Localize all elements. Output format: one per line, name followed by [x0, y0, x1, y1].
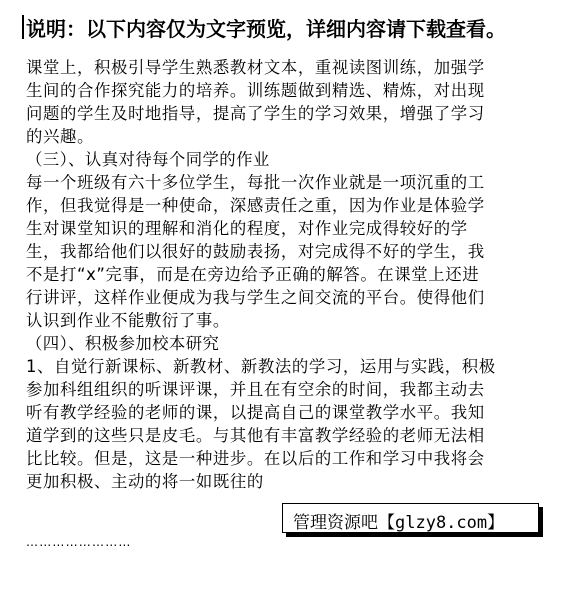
paragraph-line: 不是打“x”完事，而是在旁边给予正确的解答。在课堂上还进 — [26, 265, 480, 284]
paragraph-line: 行讲评，这样作业便成为我与学生之间交流的平台。使得他们 — [26, 288, 485, 307]
section-heading-4: （四）、积极参加校本研究 — [26, 334, 220, 353]
paragraph-line: 参加科组组织的听课评课，并且在有空余的时间，我都主动去 — [26, 380, 485, 399]
paragraph-line: 生间的合作探究能力的培养。训练题做到精选、精炼，对出现 — [26, 81, 485, 100]
paragraph-line: 听有教学经验的老师的课，以提高自己的课堂教学水平。我知 — [26, 403, 485, 422]
paragraph-line: 每一个班级有六十多位学生，每批一次作业就是一项沉重的工 — [26, 173, 485, 192]
watermark-text: 管理资源吧【glzy8.com】 — [293, 513, 505, 533]
paragraph-line: 比比较。但是，这是一种进步。在以后的工作和学习中我将会 — [26, 449, 485, 468]
paragraph-line: 更加积极、主动的将一如既往的 — [26, 472, 264, 491]
paragraph-line: 作，但我觉得是一种使命，深感责任之重，因为作业是体验学 — [26, 196, 485, 215]
paragraph-line: 道学到的这些只是皮毛。与其他有丰富教学经验的老师无法相 — [26, 426, 485, 445]
paragraph-line: 认识到作业不能敷衍了事。 — [26, 311, 230, 330]
truncation-ellipsis: …………………… — [26, 535, 132, 549]
preview-notice-bar — [0, 0, 578, 44]
document-body — [26, 56, 556, 493]
paragraph-line: 的兴趣。 — [26, 127, 94, 146]
paragraph-line: 1、自觉行新课标、新教材、新教法的学习，运用与实践，积极 — [26, 357, 496, 376]
text-cursor — [22, 15, 24, 39]
paragraph-line: 问题的学生及时地指导，提高了学生的学习效果，增强了学习 — [26, 104, 485, 123]
section-heading-3: （三）、认真对待每个同学的作业 — [26, 150, 270, 169]
paragraph-line: 生对课堂知识的理解和消化的程度，对作业完成得较好的学 — [26, 219, 468, 238]
paragraph-line: 课堂上，积极引导学生熟悉教材文本，重视读图训练，加强学 — [26, 58, 485, 77]
preview-notice-text: 说明：以下内容仅为文字预览，详细内容请下载查看。 — [26, 17, 506, 41]
watermark-box — [282, 503, 539, 533]
paragraph-line: 生，我都给他们以很好的鼓励表扬，对完成得不好的学生，我 — [26, 242, 485, 261]
